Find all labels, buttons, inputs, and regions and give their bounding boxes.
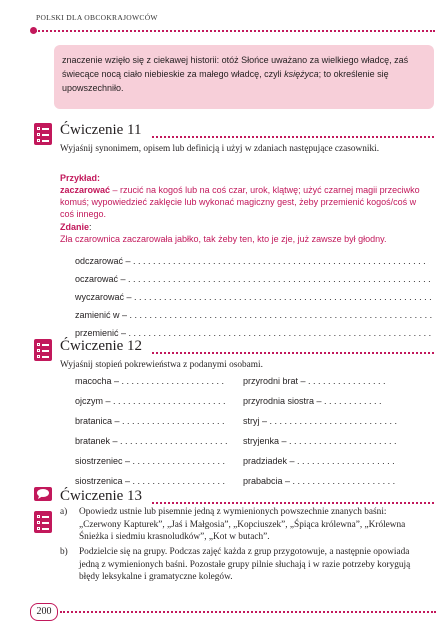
exercise-11-title: Ćwiczenie 11 — [60, 122, 142, 138]
checklist-icon — [34, 123, 52, 145]
kin-item: stryjenka – . . . . . . . . . . . . . . . . . . . . . . — [243, 436, 397, 446]
example-definition: zaczarować – rzucić na kogoś lub na coś czar, urok, klątwę; użyć czarnej magii przeciwko komuś; wypowiedzieć zaklęcie lub wykonać magiczny gest, żeby przemienić kogoś/coś w coś innego. — [60, 185, 420, 219]
item-b-text: Podzielcie się na grupy. Podczas zajęć każda z grup przygotowuje, a następnie opowiada jedną z wymienionych baśni. Pozostałe grupy pilnie słuchają i w razie potrzeby korygują błędy leksykalne i gramatyczne kolegów. — [79, 547, 411, 582]
fill-item-oczarowac: oczarować – . . . . . . . . . . . . . . . . . . . . . . . . . . . . . . . . . . . . . . . . . . . . . . . . . . . . . . . . . . . . . — [75, 274, 431, 284]
exercise-12-rule — [152, 352, 434, 354]
item-b-label: b) — [60, 547, 68, 557]
fill-item-wyczarowac: wyczarować – . . . . . . . . . . . . . . . . . . . . . . . . . . . . . . . . . . . . . . . . . . . . . . . . . . . . . . . . . . . . — [75, 292, 432, 302]
kin-item: siostrzenica – . . . . . . . . . . . . . . . . . . . — [75, 476, 226, 486]
example-label: Przykład: — [60, 173, 101, 183]
kin-item: macocha – . . . . . . . . . . . . . . . . . . . . . — [75, 376, 225, 386]
fill-item-przemienic: przemienić – . . . . . . . . . . . . . . . . . . . . . . . . . . . . . . . . . . . . . . . . . . . . . . . . . . . . . . . . . . . . . — [75, 328, 432, 338]
page-number: 200 — [30, 603, 58, 621]
exercise-11-instruction: Wyjaśnij synonimem, opisem lub definicją i użyj w zdaniach następujące czasowniki. — [60, 144, 380, 154]
checklist-icon — [34, 339, 52, 361]
sentence-label: Zdanie: — [60, 222, 92, 232]
exercise-12-instruction: Wyjaśnij stopień pokrewieństwa z podanymi osobami. — [60, 360, 263, 370]
kin-item: prababcia – . . . . . . . . . . . . . . . . . . . . . — [243, 476, 396, 486]
item-a-text: Opowiedz ustnie lub pisemnie jedną z wymienionych powszechnie znanych baśni: „Czerwony Kapturek”, „Jaś i Małgosia”, „Kopciuszek”, „Śpiąca królewna”, „Królewna Śnieżka i siedmiu krasnoludków”, „Kot w butach”. — [79, 507, 406, 542]
exercise-13-rule — [152, 502, 434, 504]
kin-item: siostrzeniec – . . . . . . . . . . . . . . . . . . . — [75, 456, 226, 466]
fill-item-odczarowac: odczarować – . . . . . . . . . . . . . . . . . . . . . . . . . . . . . . . . . . . . . . . . . . . . . . . . . . . . . . . . . . . — [75, 256, 426, 266]
checklist-icon — [34, 511, 52, 533]
exercise-12-title: Ćwiczenie 12 — [60, 338, 143, 354]
example-sentence: Zła czarownica zaczarowała jabłko, tak żeby ten, kto je zje, już zawsze był głodny. — [60, 234, 387, 244]
kin-item: przyrodnia siostra – . . . . . . . . . . . . — [243, 396, 382, 406]
exercise-13-title: Ćwiczenie 13 — [60, 488, 143, 504]
kin-item: ojczym – . . . . . . . . . . . . . . . . . . . . . . . — [75, 396, 226, 406]
header-rule — [35, 30, 435, 32]
fill-item-zamienic: zamienić w – . . . . . . . . . . . . . . . . . . . . . . . . . . . . . . . . . . . . . . . . . . . . . . . . . . . . . . . . . . . . . — [75, 310, 433, 320]
footer-rule — [60, 611, 436, 613]
kin-item: stryj – . . . . . . . . . . . . . . . . . . . . . . . . . . — [243, 416, 398, 426]
info-box — [54, 45, 434, 109]
speech-bubble-icon — [34, 487, 52, 501]
info-box-text: znaczenie wzięło się z ciekawej historii: otóż Słońce uważano za wielkiego władcę, zaś świecące nocą ciało niebieskie za małego władcę, czyli księżyca; to określenie się upowszechniło. — [62, 55, 409, 93]
item-a-label: a) — [60, 507, 68, 517]
running-header: POLSKI DLA OBCOKRAJOWCÓW — [36, 13, 158, 22]
kin-item: bratanica – . . . . . . . . . . . . . . . . . . . . . — [75, 416, 225, 426]
kin-item: przyrodni brat – . . . . . . . . . . . . . . . . — [243, 376, 386, 386]
kin-item: pradziadek – . . . . . . . . . . . . . . . . . . . . — [243, 456, 395, 466]
kin-item: bratanek – . . . . . . . . . . . . . . . . . . . . . . — [75, 436, 228, 446]
exercise-11-rule — [152, 136, 434, 138]
